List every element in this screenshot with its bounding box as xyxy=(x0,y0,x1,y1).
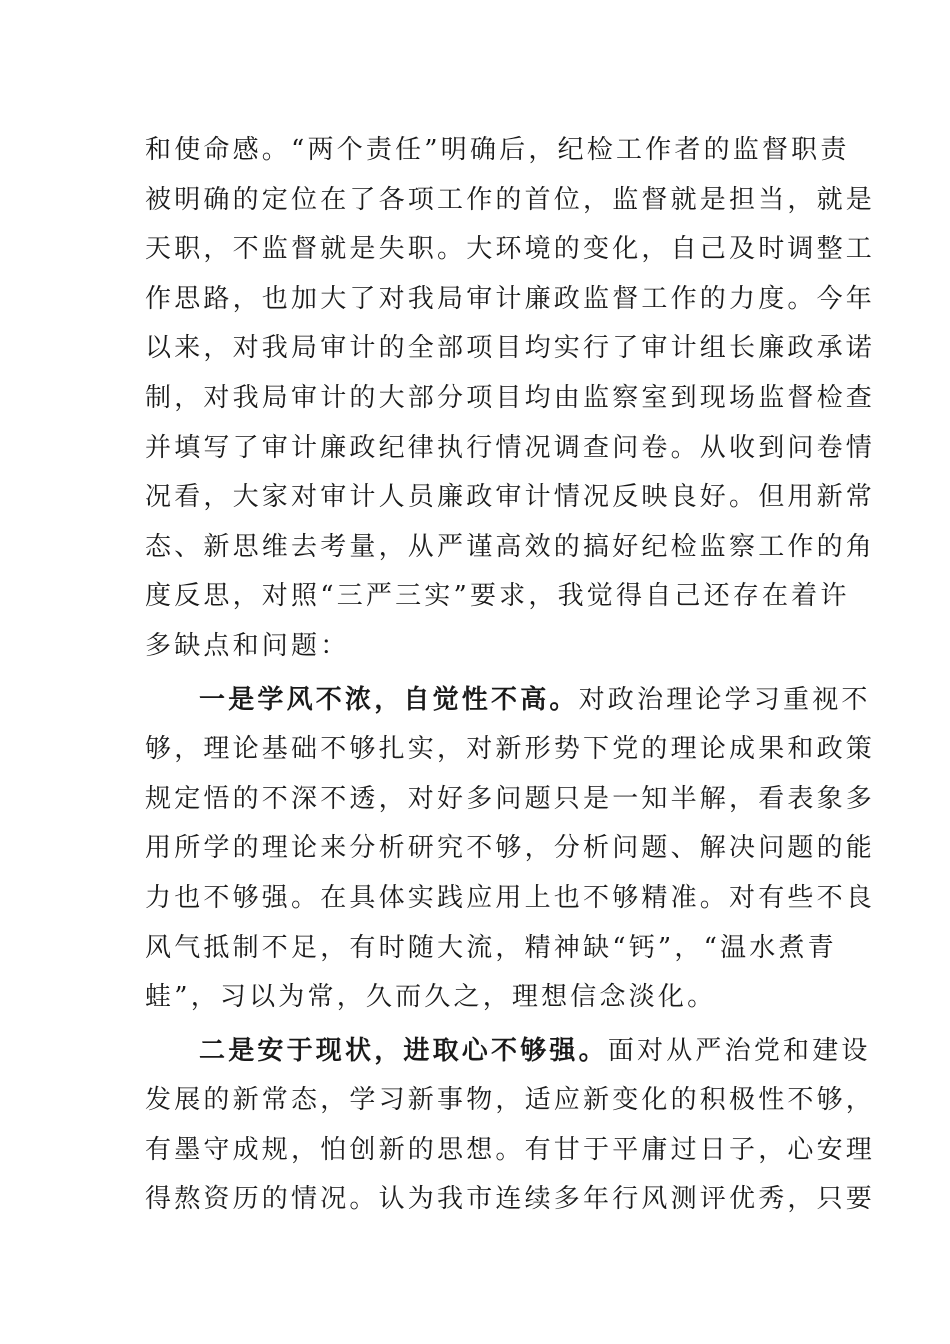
text-line: 作思路，也加大了对我局审计廉政监督工作的力度。今年 xyxy=(145,283,876,314)
text-line: 用所学的理论来分析研究不够，分析问题、解决问题的能 xyxy=(145,833,876,864)
text-line: 力也不够强。在具体实践应用上也不够精准。对有些不良 xyxy=(145,882,876,913)
text-line: 况看，大家对审计人员廉政审计情况反映良好。但用新常 xyxy=(145,482,876,513)
text-line: 够，理论基础不够扎实，对新形势下党的理论成果和政策 xyxy=(145,734,876,765)
text-line: 并填写了审计廉政纪律执行情况调查问卷。从收到问卷情 xyxy=(145,432,876,463)
text-line: 度反思，对照“三严三实”要求，我觉得自己还存在着许 xyxy=(145,581,850,612)
text-line: 天职，不监督就是失职。大环境的变化，自己及时调整工 xyxy=(145,234,876,265)
heading-continuation: 面对从严治党和建设 xyxy=(607,1035,871,1066)
text-line xyxy=(145,1027,871,1077)
text-line: 被明确的定位在了各项工作的首位，监督就是担当，就是 xyxy=(145,184,876,215)
text-line: 和使命感。“两个责任”明确后，纪检工作者的监督职责 xyxy=(145,135,850,165)
heading-continuation: 对政治理论学习重视不 xyxy=(578,684,871,715)
text-line xyxy=(145,676,871,726)
text-line: 得熬资历的情况。认为我市连续多年行风测评优秀，只要 xyxy=(145,1184,876,1215)
text-line: 制，对我局审计的大部分项目均由监察室到现场监督检查 xyxy=(145,382,876,413)
paragraph-heading: 一是学风不浓，自觉性不高。 xyxy=(199,684,579,715)
text-line: 发展的新常态，学习新事物，适应新变化的积极性不够， xyxy=(145,1085,876,1116)
paragraph-heading: 二是安于现状，进取心不够强。 xyxy=(199,1035,608,1066)
paragraph-3 xyxy=(145,1027,876,1225)
text-line: 蛙”，习以为常，久而久之，理想信念淡化。 xyxy=(145,982,717,1013)
paragraph-1 xyxy=(145,126,876,672)
text-line: 以来，对我局审计的全部项目均实行了审计组长廉政承诺 xyxy=(145,333,876,364)
document-body xyxy=(145,126,876,1225)
text-line: 多缺点和问题： xyxy=(145,630,350,661)
text-line: 态、新思维去考量，从严谨高效的搞好纪检监察工作的角 xyxy=(145,531,876,562)
text-line: 规定悟的不深不透，对好多问题只是一知半解，看表象多 xyxy=(145,783,876,814)
paragraph-2 xyxy=(145,676,876,1023)
text-line: 有墨守成规，怕创新的思想。有甘于平庸过日子，心安理 xyxy=(145,1134,876,1165)
text-line: 风气抵制不足，有时随大流，精神缺“钙”，“温水煮青 xyxy=(145,932,837,963)
